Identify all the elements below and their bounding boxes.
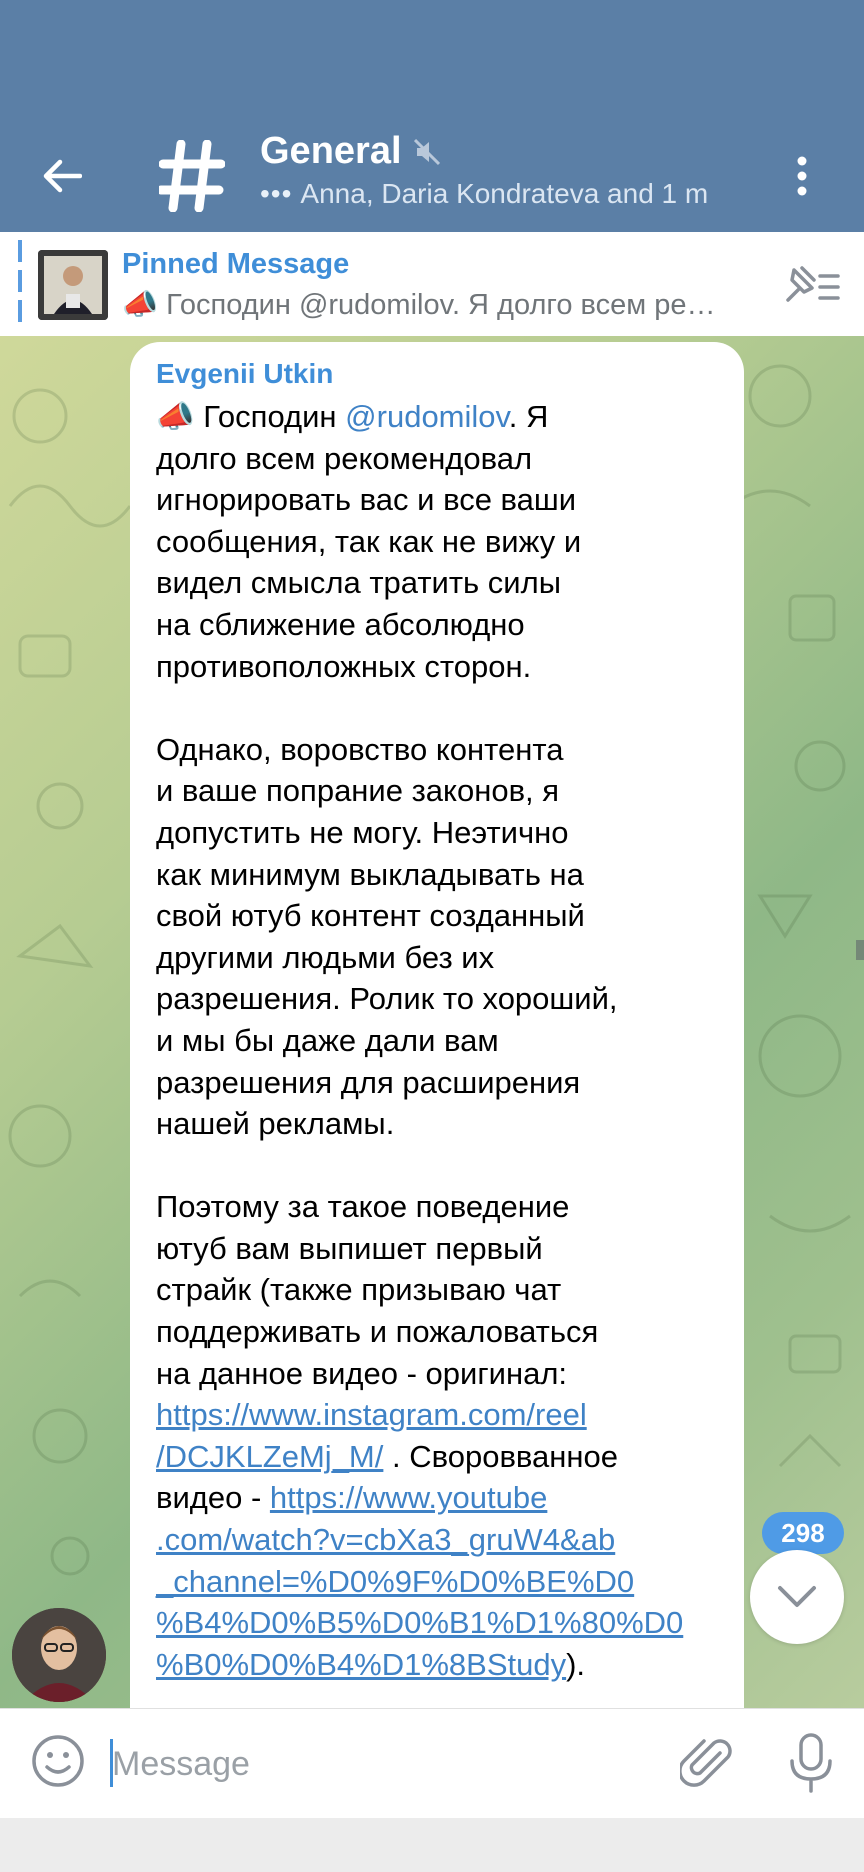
back-button[interactable] [28, 142, 96, 210]
chat-title-row[interactable] [260, 130, 440, 173]
mention-link[interactable]: @rudomilov [345, 399, 509, 434]
system-navigation-area [0, 1818, 864, 1872]
paperclip-icon [680, 1735, 736, 1791]
status-bar [0, 0, 864, 128]
chat-subtitle [260, 178, 760, 210]
emoji-icon [30, 1733, 86, 1789]
pinned-preview: 📣 Господин @rudomilov. Я долго всем ре… [122, 289, 716, 321]
message-composer [0, 1708, 864, 1819]
message-text-part: . Я долго всем рекомендовал игнорировать вас и все ваши сообщения, так как не вижу и видел смысла тратить силы на сближение абсолюдно противоположных сторон. Однако, воровство контента и ваше попрание законов, я допустить не могу. Неэтично как минимум выкладывать на свой ютуб контент созданный другими людьми без их разрешения. Ролик то хороший, и мы бы даже дали вам разрешения для расширения нашей рекламы. Поэтому за такое поведение ютуб вам выпишет первый страйк (также призываю чат поддерживать и пожаловаться на данное видео - оригинал: [156, 399, 618, 1391]
sender-name[interactable]: Evgenii Utkin [156, 358, 334, 389]
subtitle-fade [720, 178, 760, 210]
chat-header [0, 120, 864, 232]
pinned-thumbnail [38, 250, 108, 320]
muted-speaker-icon [414, 138, 440, 166]
message-text-part: . Своровванное видео - [156, 1438, 618, 1516]
topic-hash-icon[interactable] [148, 132, 236, 220]
chat-area[interactable] [0, 336, 864, 1708]
sender-avatar[interactable] [12, 1608, 106, 1702]
pinned-indicator [18, 240, 22, 328]
more-vertical-icon [796, 156, 808, 196]
attach-button[interactable] [680, 1735, 736, 1791]
more-menu-button[interactable] [768, 142, 836, 210]
message-input[interactable] [110, 1731, 654, 1797]
youtube-link[interactable]: https://www.youtube .com/watch?v=cbXa3_gruW4&ab _channel=%D0%9F%D0%BE%D0 %B4%D0%B5%D0%B1%D1%80%D0 %B0%D0%B4%D1%8BStudy [156, 1480, 684, 1682]
typing-indicator: ••• [260, 178, 293, 209]
pinned-title: Pinned Message [122, 248, 350, 280]
message-text-part: Господин [194, 399, 346, 434]
typing-users: Anna, Daria Kondrateva and 1 m [300, 178, 709, 209]
message-bubble[interactable] [130, 342, 744, 1708]
voice-message-button[interactable] [784, 1731, 838, 1795]
back-arrow-icon [42, 158, 82, 194]
chevron-down-icon [777, 1585, 817, 1609]
scrollbar-thumb[interactable] [856, 940, 864, 960]
emoji-button[interactable] [30, 1733, 90, 1793]
chat-title: General [260, 130, 402, 172]
instagram-link[interactable]: https://www.instagram.com/reel /DCJKLZeMj_M/ [156, 1397, 587, 1474]
pinned-list-button[interactable] [782, 260, 842, 310]
unread-count-badge: 298 [762, 1512, 844, 1554]
pin-list-icon [782, 260, 842, 310]
message-text [156, 396, 726, 1685]
megaphone-emoji: 📣 [156, 399, 195, 434]
pinned-message-bar[interactable] [0, 232, 864, 337]
microphone-icon [784, 1731, 838, 1795]
scroll-down-button[interactable] [750, 1550, 844, 1644]
message-text-part: ). [566, 1646, 586, 1682]
